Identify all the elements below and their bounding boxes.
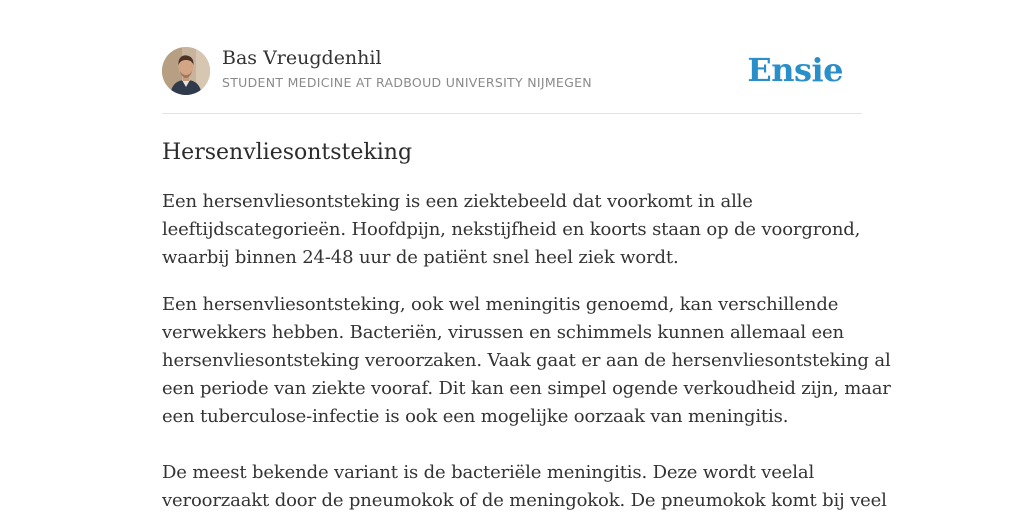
paragraph-line: waarbij binnen 24-48 uur de patiënt snel heel ziek wordt. [162, 247, 679, 268]
brand-logo[interactable]: Ensie [747, 51, 843, 89]
paragraph [162, 291, 891, 431]
author-title: STUDENT MEDICINE AT RADBOUD UNIVERSITY NIJMEGEN [222, 75, 592, 90]
person-avatar-icon [162, 47, 210, 95]
paragraph-line: een periode van ziekte vooraf. Dit kan een simpel ogende verkoudheid zijn, maar [162, 378, 891, 399]
author-name[interactable]: Bas Vreugdenhil [222, 47, 382, 69]
paragraph-line: een tuberculose-infectie is ook een mogelijke oorzaak van meningitis. [162, 406, 789, 427]
paragraph-line: verwekkers hebben. Bacteriën, virussen en schimmels kunnen allemaal een [162, 322, 844, 343]
article-title: Hersenvliesontsteking [162, 140, 413, 165]
author-header [162, 46, 862, 96]
paragraph-line: veroorzaakt door de pneumokok of de meningokok. De pneumokok komt bij veel [162, 490, 887, 511]
paragraph-line: Een hersenvliesontsteking is een ziektebeeld dat voorkomt in alle [162, 191, 753, 212]
author-avatar[interactable] [162, 47, 210, 95]
paragraph-line: hersenvliesontsteking veroorzaken. Vaak gaat er aan de hersenvliesontsteking al [162, 350, 891, 371]
paragraph [162, 188, 862, 272]
header-divider [162, 113, 862, 114]
article-body [162, 137, 891, 512]
paragraph [162, 459, 887, 512]
paragraph-line: Een hersenvliesontsteking, ook wel meningitis genoemd, kan verschillende [162, 294, 839, 315]
paragraph-line: leeftijdscategorieën. Hoofdpijn, nekstijfheid en koorts staan op de voorgrond, [162, 219, 861, 240]
paragraph-line: De meest bekende variant is de bacteriële meningitis. Deze wordt veelal [162, 462, 815, 483]
